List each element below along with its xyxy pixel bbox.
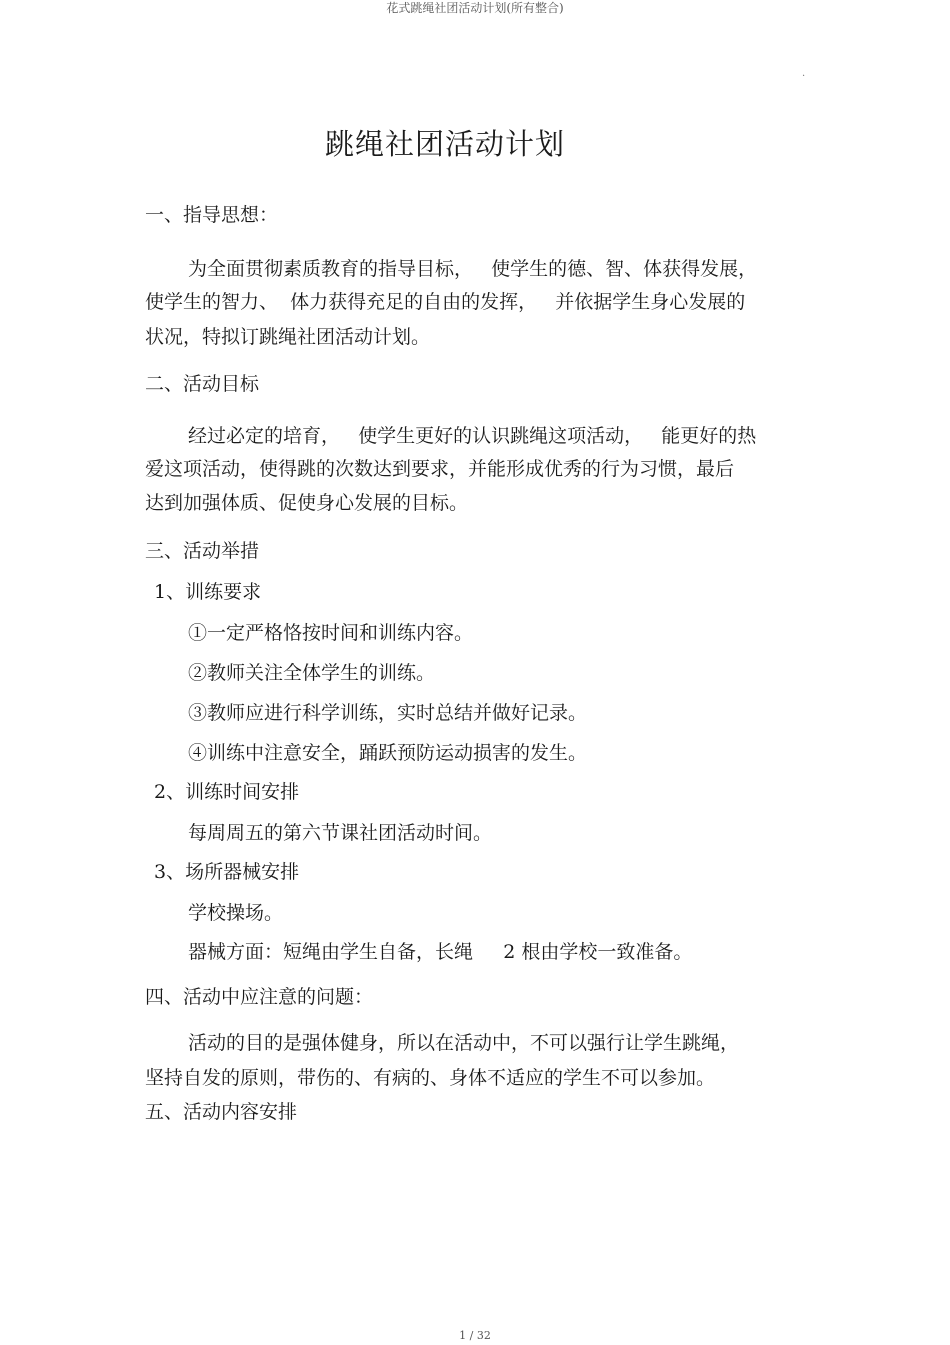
subsection-heading-venue-equipment: 3、场所器械安排: [154, 861, 300, 883]
subsection-heading-training-schedule: 2、训练时间安排: [154, 781, 300, 803]
paragraph-line: 坚持自发的原则，带伤的、有病的、身体不适应的学生不可以参加。: [145, 1067, 716, 1089]
section-heading-activity-goals: 二、活动目标: [145, 373, 260, 395]
list-item: ④训练中注意安全，踊跃预防运动损害的发生。: [188, 742, 588, 764]
paragraph-line: 经过必定的培育， 使学生更好的认识跳绳这项活动， 能更好的热: [188, 425, 757, 447]
section-heading-precautions: 四、活动中应注意的问题：: [145, 986, 374, 1008]
section-heading-activity-measures: 三、活动举措: [145, 540, 260, 562]
paragraph-line: 使学生的智力、 体力获得充足的自由的发挥， 并依据学生身心发展的: [145, 291, 746, 313]
subsection-heading-training-requirements: 1、训练要求: [154, 581, 262, 603]
list-item: ①一定严格恪按时间和训练内容。: [188, 622, 474, 644]
paragraph-line: 达到加强体质、促使身心发展的目标。: [145, 492, 469, 514]
list-item: 每周周五的第六节课社团活动时间。: [188, 822, 493, 844]
list-item: 学校操场。: [188, 902, 284, 924]
section-heading-guiding-thought: 一、指导思想：: [145, 204, 279, 226]
list-item: ②教师关注全体学生的训练。: [188, 662, 436, 684]
dot-mark: .: [802, 68, 806, 79]
page-number: 1 / 32: [459, 1329, 491, 1342]
section-heading-activity-content: 五、活动内容安排: [145, 1101, 298, 1123]
paragraph-line: 为全面贯彻素质教育的指导目标， 使学生的德、智、体获得发展，: [188, 258, 758, 280]
list-item: 器械方面：短绳由学生自备，长绳 2 根由学校一致准备。: [188, 941, 693, 963]
paragraph-line: 状况，特拟订跳绳社团活动计划。: [145, 326, 431, 348]
running-header: 花式跳绳社团活动计划(所有整合): [386, 1, 564, 15]
document-title: 跳绳社团活动计划: [324, 127, 565, 161]
paragraph-line: 活动的目的是强体健身，所以在活动中，不可以强行让学生跳绳，: [188, 1032, 740, 1054]
paragraph-line: 爱这项活动，使得跳的次数达到要求，并能形成优秀的行为习惯，最后: [145, 458, 735, 480]
list-item: ③教师应进行科学训练，实时总结并做好记录。: [188, 702, 588, 724]
